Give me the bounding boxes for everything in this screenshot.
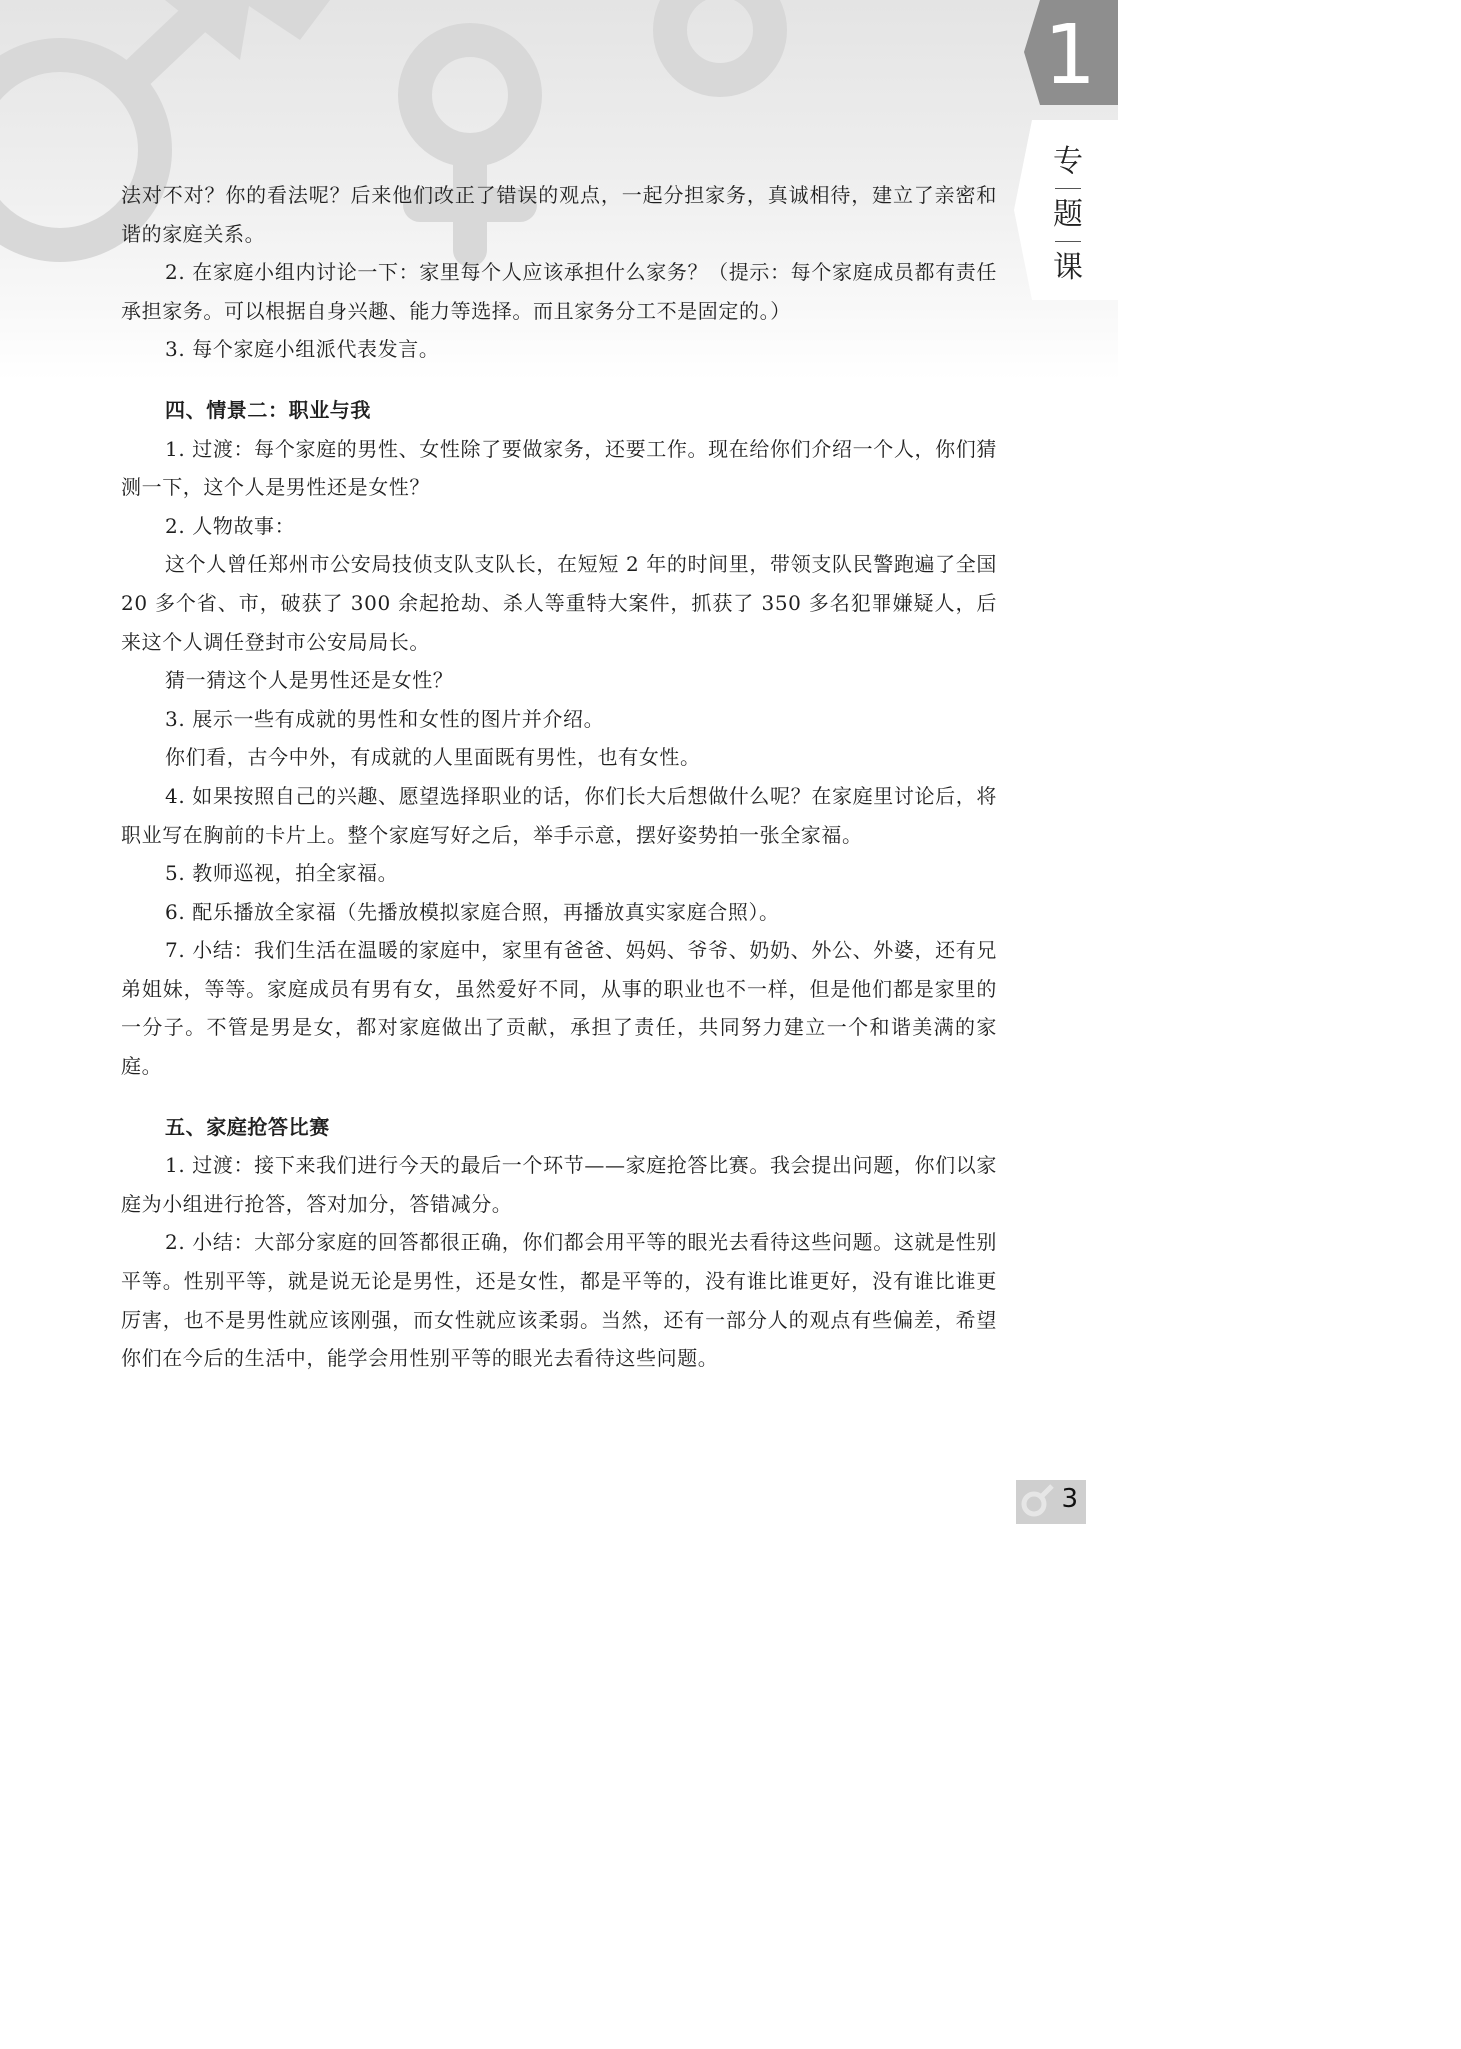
paragraph: 2. 在家庭小组内讨论一下：家里每个人应该承担什么家务？（提示：每个家庭成员都有责任承担家务。可以根据自身兴趣、能力等选择。而且家务分工不是固定的。） xyxy=(121,260,997,323)
page-number: 3 xyxy=(1061,1484,1078,1514)
paragraph: 5. 教师巡视，拍全家福。 xyxy=(165,861,399,886)
paragraph: 这个人曾任郑州市公安局技侦支队支队长，在短短 2 年的时间里，带领支队民警跑遍了全国 20 多个省、市，破获了 300 余起抢劫、杀人等重特大案件，抓获了 350 多名犯罪嫌疑人，后来这个人调任登封市公安局局长。 xyxy=(121,552,997,654)
paragraph: 1. 过渡：每个家庭的男性、女性除了要做家务，还要工作。现在给你们介绍一个人，你们猜测一下，这个人是男性还是女性？ xyxy=(121,436,997,500)
paragraph: 6. 配乐播放全家福（先播放模拟家庭合照，再播放真实家庭合照）。 xyxy=(165,899,780,924)
paragraph: 2. 小结：大部分家庭的回答都很正确，你们都会用平等的眼光去看待这些问题。这就是性别平等。性别平等，就是说无论是男性，还是女性，都是平等的，没有谁比谁更好，没有谁比谁更厉害，也不是男性就应该刚强，而女性就应该柔弱。当然，还有一部分人的观点有些偏差，希望你们在今后的生活中，能学会用性别平等的眼光去看待这些问题。 xyxy=(121,1230,997,1371)
side-label-char: 题 xyxy=(1053,197,1083,232)
side-label-divider xyxy=(1055,188,1081,189)
section-heading: 四、情景二：职业与我 xyxy=(165,397,371,422)
paragraph: 3. 展示一些有成就的男性和女性的图片并介绍。 xyxy=(165,706,605,731)
chapter-number: 1 xyxy=(1043,8,1097,103)
paragraph: 2. 人物故事： xyxy=(165,513,296,538)
section-heading: 五、家庭抢答比赛 xyxy=(165,1114,330,1139)
paragraph: 3. 每个家庭小组派代表发言。 xyxy=(165,337,440,362)
paragraph: 法对不对？你的看法呢？后来他们改正了错误的观点，一起分担家务，真诚相待，建立了亲密和谐的家庭关系。 xyxy=(121,183,997,246)
paragraph: 4. 如果按照自己的兴趣、愿望选择职业的话，你们长大后想做什么呢？在家庭里讨论后，将职业写在胸前的卡片上。整个家庭写好之后，举手示意，摆好姿势拍一张全家福。 xyxy=(121,783,997,847)
side-label-char: 专 xyxy=(1053,144,1083,179)
paragraph: 1. 过渡：接下来我们进行今天的最后一个环节——家庭抢答比赛。我会提出问题，你们以家庭为小组进行抢答，答对加分，答错减分。 xyxy=(121,1153,997,1216)
side-label-char: 课 xyxy=(1053,250,1083,285)
gender-symbol-icon xyxy=(1016,1480,1056,1524)
paragraph: 猜一猜这个人是男性还是女性？ xyxy=(165,668,454,693)
paragraph: 你们看，古今中外，有成就的人里面既有男性，也有女性。 xyxy=(165,745,701,770)
page-number-box xyxy=(1016,1480,1086,1524)
side-label-divider xyxy=(1055,241,1081,242)
chapter-side-label xyxy=(1048,138,1088,292)
paragraph: 7. 小结：我们生活在温暖的家庭中，家里有爸爸、妈妈、爷爷、奶奶、外公、外婆，还有兄弟姐妹，等等。家庭成员有男有女，虽然爱好不同，从事的职业也不一样，但是他们都是家里的一分子。不管是男是女，都对家庭做出了贡献，承担了责任，共同努力建立一个和谐美满的家庭。 xyxy=(121,938,997,1079)
page-body xyxy=(121,176,997,1378)
